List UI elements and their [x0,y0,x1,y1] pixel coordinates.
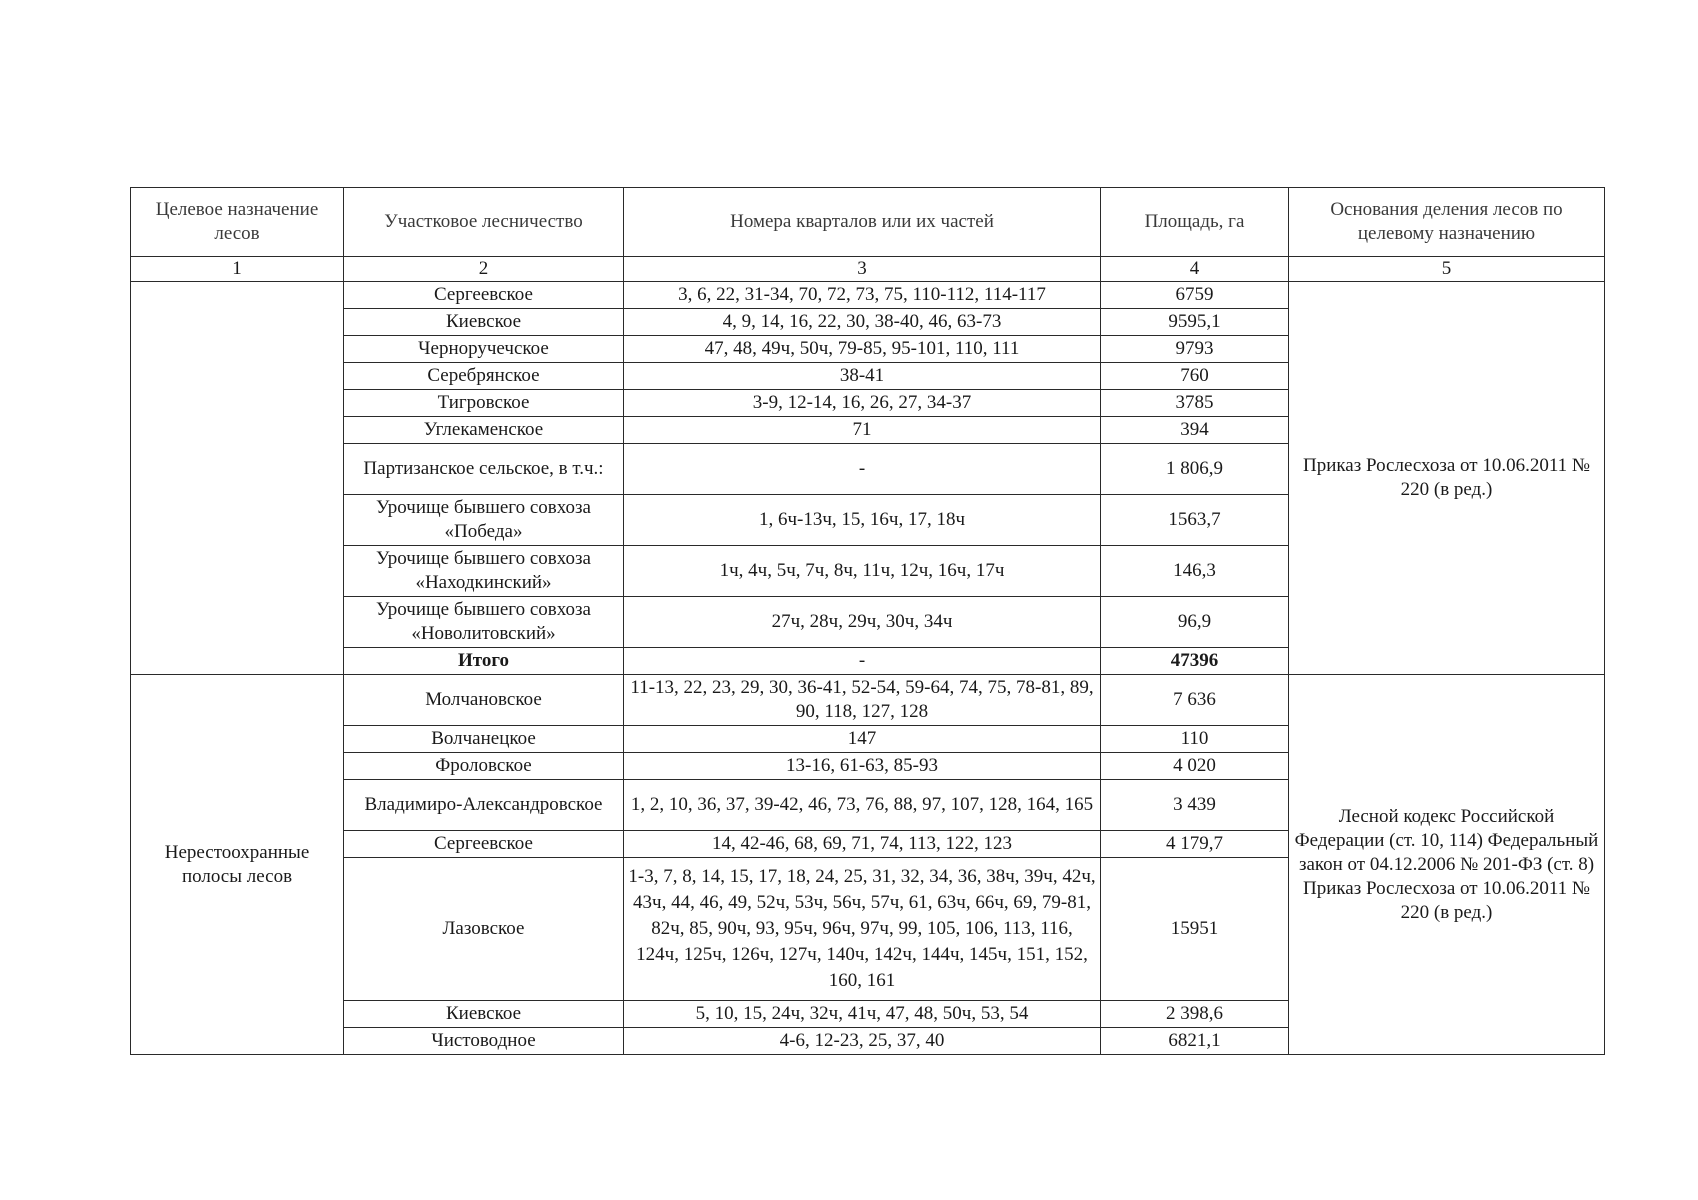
area-cell: 760 [1101,363,1289,390]
area-cell: 7 636 [1101,675,1289,726]
area-cell: 6759 [1101,282,1289,309]
column-number: 4 [1101,257,1289,282]
quarters-cell: 11-13, 22, 23, 29, 30, 36-41, 52-54, 59-64, 74, 75, 78-81, 89, 90, 118, 127, 128 [624,675,1101,726]
area-cell: 3785 [1101,390,1289,417]
header-area: Площадь, га [1101,188,1289,257]
area-cell: 4 020 [1101,753,1289,780]
area-cell: 1563,7 [1101,495,1289,546]
area-cell: 2 398,6 [1101,1001,1289,1028]
area-cell: 6821,1 [1101,1028,1289,1055]
forestry-cell: Черноручечское [344,336,624,363]
quarters-cell: 13-16, 61-63, 85-93 [624,753,1101,780]
column-number: 5 [1289,257,1605,282]
forestry-cell: Киевское [344,309,624,336]
quarters-cell: 5, 10, 15, 24ч, 32ч, 41ч, 47, 48, 50ч, 53, 54 [624,1001,1101,1028]
area-cell: 9595,1 [1101,309,1289,336]
forestry-cell: Сергеевское [344,282,624,309]
quarters-cell: 14, 42-46, 68, 69, 71, 74, 113, 122, 123 [624,831,1101,858]
total-label: Итого [344,648,624,675]
column-number: 3 [624,257,1101,282]
forestry-cell: Партизанское сельское, в т.ч.: [344,444,624,495]
forestry-cell: Фроловское [344,753,624,780]
forestry-cell: Сергеевское [344,831,624,858]
header-forestry: Участковое лесничество [344,188,624,257]
quarters-cell: 1, 6ч-13ч, 15, 16ч, 17, 18ч [624,495,1101,546]
section1-purpose [131,282,344,675]
column-number: 2 [344,257,624,282]
section1-basis: Приказ Рослесхоза от 10.06.2011 № 220 (в ред.) [1289,282,1605,675]
column-numbers-row [131,257,1605,282]
forest-purpose-table [130,187,1605,1055]
header-quarters: Номера кварталов или их частей [624,188,1101,257]
forestry-cell: Урочище бывшего совхоза «Новолитовский» [344,597,624,648]
table-row [131,282,1605,309]
quarters-cell: 147 [624,726,1101,753]
area-cell: 4 179,7 [1101,831,1289,858]
area-cell: 3 439 [1101,780,1289,831]
forestry-cell: Молчановское [344,675,624,726]
header-basis: Основания деления лесов по целевому назначению [1289,188,1605,257]
area-cell: 96,9 [1101,597,1289,648]
forestry-cell: Волчанецкое [344,726,624,753]
quarters-cell: 1, 2, 10, 36, 37, 39-42, 46, 73, 76, 88, 97, 107, 128, 164, 165 [624,780,1101,831]
quarters-cell: 4-6, 12-23, 25, 37, 40 [624,1028,1101,1055]
forestry-cell: Урочище бывшего совхоза «Победа» [344,495,624,546]
area-cell: 1 806,9 [1101,444,1289,495]
header-purpose: Целевое назначение лесов [131,188,344,257]
forestry-cell: Урочище бывшего совхоза «Находкинский» [344,546,624,597]
table-row [131,675,1605,726]
forestry-cell: Серебрянское [344,363,624,390]
section2-basis: Лесной кодекс Российской Федерации (ст. 10, 114) Федеральный закон от 04.12.2006 № 201-ФЗ (ст. 8) Приказ Рослесхоза от 10.06.2011 № 220 (в ред.) [1289,675,1605,1055]
quarters-cell: 3-9, 12-14, 16, 26, 27, 34-37 [624,390,1101,417]
quarters-cell: - [624,444,1101,495]
quarters-cell: 47, 48, 49ч, 50ч, 79-85, 95-101, 110, 111 [624,336,1101,363]
total-area: 47396 [1101,648,1289,675]
forestry-cell: Лазовское [344,858,624,1001]
quarters-cell: 1ч, 4ч, 5ч, 7ч, 8ч, 11ч, 12ч, 16ч, 17ч [624,546,1101,597]
quarters-cell: 3, 6, 22, 31-34, 70, 72, 73, 75, 110-112, 114-117 [624,282,1101,309]
area-cell: 394 [1101,417,1289,444]
quarters-cell: 38-41 [624,363,1101,390]
column-number: 1 [131,257,344,282]
table-header-row [131,188,1605,257]
area-cell: 110 [1101,726,1289,753]
quarters-cell: 71 [624,417,1101,444]
area-cell: 9793 [1101,336,1289,363]
section2-purpose: Нерестоохранные полосы лесов [131,675,344,1055]
area-cell: 146,3 [1101,546,1289,597]
forestry-cell: Тигровское [344,390,624,417]
forestry-cell: Углекаменское [344,417,624,444]
total-quarters: - [624,648,1101,675]
forestry-cell: Чистоводное [344,1028,624,1055]
forestry-cell: Киевское [344,1001,624,1028]
quarters-cell: 1-3, 7, 8, 14, 15, 17, 18, 24, 25, 31, 32, 34, 36, 38ч, 39ч, 42ч, 43ч, 44, 46, 49, 52ч, 53ч, 56ч, 57ч, 61, 63ч, 66ч, 69, 79-81, 82ч, 85, 90ч, 93, 95ч, 96ч, 97ч, 99, 105, 106, 113, 116, 124ч, 125ч, 126ч, 127ч, 140ч, 142ч, 144ч, 145ч, 151, 152, 160, 161 [624,858,1101,1001]
quarters-cell: 27ч, 28ч, 29ч, 30ч, 34ч [624,597,1101,648]
area-cell: 15951 [1101,858,1289,1001]
forestry-cell: Владимиро-Александровское [344,780,624,831]
quarters-cell: 4, 9, 14, 16, 22, 30, 38-40, 46, 63-73 [624,309,1101,336]
